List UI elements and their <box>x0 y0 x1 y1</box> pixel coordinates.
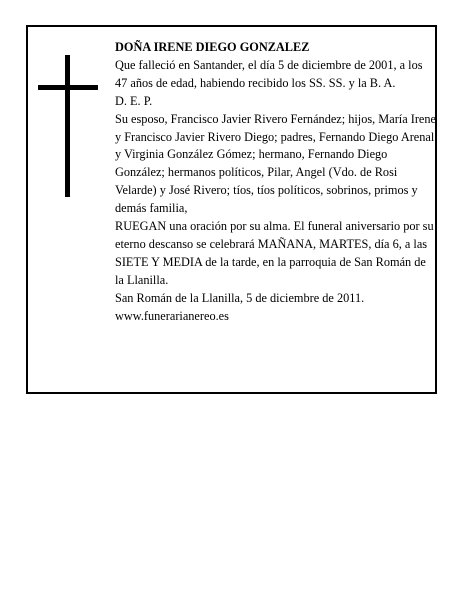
notice-text <box>115 39 437 326</box>
funeral-request: RUEGAN una oración por su alma. El funeral aniversario por su eterno descanso se celebrará MAÑANA, MARTES, día 6, a las SIETE Y MEDIA de la tarde, en la parroquia de San Román de la Llanilla. <box>115 219 434 287</box>
death-info: Que falleció en Santander, el día 5 de diciembre de 2001, a los 47 años de edad, habiendo recibido los SS. SS. y la B. A. <box>115 57 423 90</box>
cross-vertical-bar <box>65 55 70 197</box>
obituary-notice <box>26 25 437 394</box>
family-list: Su esposo, Francisco Javier Rivero Fernández; hijos, María Irene y Francisco Javier Rivero Diego; padres, Fernando Diego Arenal y Virginia González Gómez; hermano, Fernando Diego González; hermanos políticos, Pilar, Angel (Vdo. de Rosi Velarde) y José Rivero; tíos, tíos políticos, sobrinos, primos y demás familia, <box>115 111 436 216</box>
dep-line: D. E. P. <box>115 93 153 108</box>
cross-horizontal-bar <box>38 85 98 90</box>
website-link[interactable]: www.funerarianereo.es <box>115 308 229 323</box>
cross-icon <box>38 55 98 197</box>
place-date: San Román de la Llanilla, 5 de diciembre de 2011. <box>115 290 365 305</box>
deceased-name: DOÑA IRENE DIEGO GONZALEZ <box>115 40 310 54</box>
